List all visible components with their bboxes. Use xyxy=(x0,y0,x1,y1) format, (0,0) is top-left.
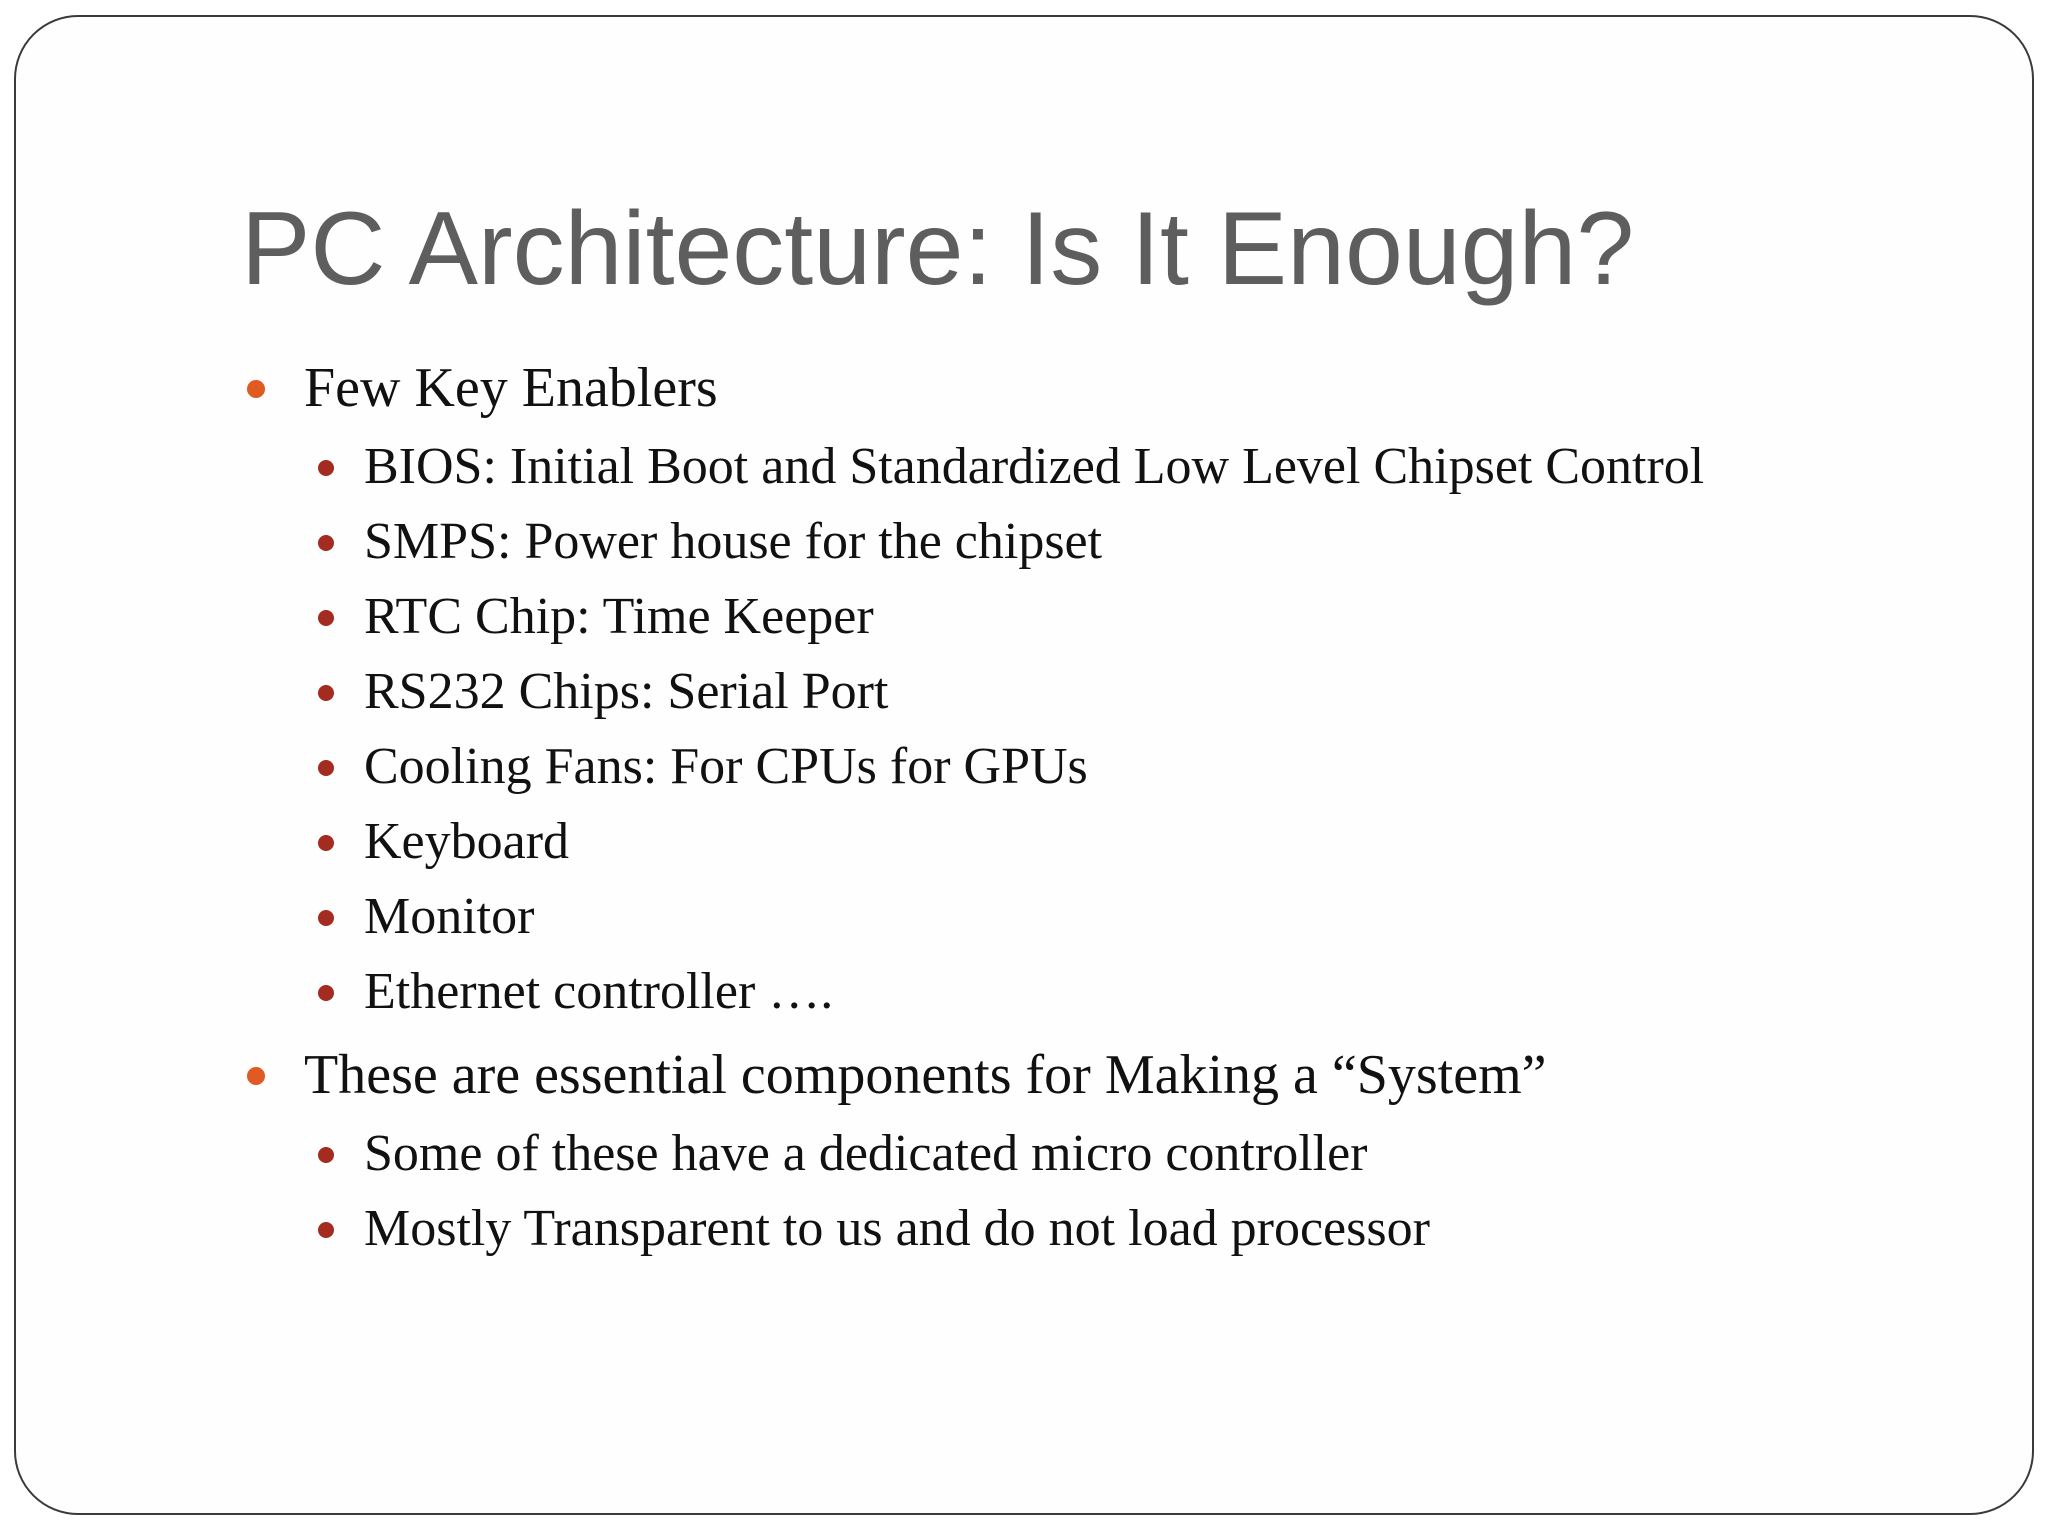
sub-bullet xyxy=(364,513,1103,570)
bullet-dot-icon xyxy=(247,1067,265,1085)
sub-bullet xyxy=(364,888,535,945)
bullet-level1 xyxy=(304,357,718,419)
sub-bullet-dot-icon xyxy=(318,985,334,1001)
sub-bullet-dot-icon xyxy=(318,1147,334,1163)
sub-bullet-text: Monitor xyxy=(364,888,535,945)
sub-bullet-text: Some of these have a dedicated micro controller xyxy=(364,1125,1368,1182)
sub-bullet-text: RS232 Chips: Serial Port xyxy=(364,663,889,720)
sub-bullet-dot-icon xyxy=(318,1222,334,1238)
bullet-dot-icon xyxy=(247,380,265,398)
sub-bullet xyxy=(364,963,834,1020)
sub-bullet-text: Cooling Fans: For CPUs for GPUs xyxy=(364,738,1088,795)
sub-bullet xyxy=(364,1125,1368,1182)
sub-bullet-text: RTC Chip: Time Keeper xyxy=(364,588,874,645)
bullet-level1 xyxy=(304,1044,1547,1106)
sub-bullet-dot-icon xyxy=(318,535,334,551)
sub-bullet xyxy=(364,663,889,720)
bullet-list xyxy=(16,17,2032,1513)
sub-bullet xyxy=(364,813,570,870)
sub-bullet-text: SMPS: Power house for the chipset xyxy=(364,513,1103,570)
sub-bullet-text: Keyboard xyxy=(364,813,570,870)
sub-bullet-dot-icon xyxy=(318,760,334,776)
slide-title: PC Architecture: Is It Enough? xyxy=(241,191,1635,307)
slide-frame xyxy=(14,15,2034,1515)
sub-bullet xyxy=(364,588,874,645)
sub-bullet-dot-icon xyxy=(318,685,334,701)
sub-bullet xyxy=(364,438,1705,495)
sub-bullet-dot-icon xyxy=(318,610,334,626)
sub-bullet xyxy=(364,738,1088,795)
bullet-text: Few Key Enablers xyxy=(304,357,718,419)
sub-bullet-dot-icon xyxy=(318,910,334,926)
sub-bullet xyxy=(364,1200,1430,1257)
sub-bullet-text: Ethernet controller …. xyxy=(364,963,834,1020)
sub-bullet-dot-icon xyxy=(318,460,334,476)
sub-bullet-text: BIOS: Initial Boot and Standardized Low Level Chipset Control xyxy=(364,438,1705,495)
sub-bullet-dot-icon xyxy=(318,835,334,851)
bullet-text: These are essential components for Making a “System” xyxy=(304,1044,1547,1106)
sub-bullet-text: Mostly Transparent to us and do not load processor xyxy=(364,1200,1430,1257)
